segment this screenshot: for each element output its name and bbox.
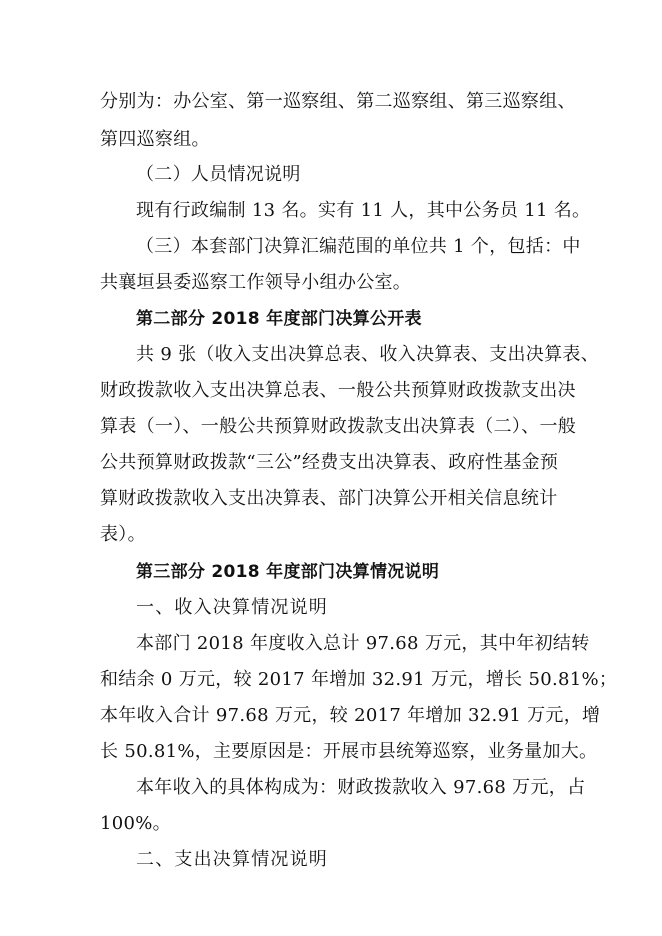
section-heading: （二）人员情况说明	[136, 164, 301, 185]
text-line: 共 9 张（收入支出决算总表、收入决算表、支出决算表、	[136, 344, 599, 365]
text-line: 共襄垣县委巡察工作领导小组办公室。	[100, 272, 412, 293]
text-line: 本部门 2018 年度收入总计 97.68 万元，其中年初结转	[136, 633, 590, 654]
text-line: 算财政拨款收入支出决算表、部门决算公开相关信息统计	[100, 488, 558, 509]
text-line: 分别为：办公室、第一巡察组、第二巡察组、第三巡察组、	[100, 91, 576, 112]
text-line: 表）。	[100, 524, 146, 545]
text-line: 现有行政编制 13 名。实有 11 人，其中公务员 11 名。	[136, 200, 591, 221]
text-line: 算表（一）、一般公共预算财政拨款支出决算表（二）、一般	[100, 416, 577, 437]
part-heading: 第二部分 2018 年度部门决算公开表	[136, 309, 422, 329]
text-line: 财政拨款收入支出决算总表、一般公共预算财政拨款支出决	[100, 380, 576, 401]
text-line: 本年收入的具体构成为：财政拨款收入 97.68 万元，占	[136, 777, 586, 798]
text-line: 本年收入合计 97.68 万元，较 2017 年增加 32.91 万元，增	[100, 705, 601, 726]
text-line: 公共预算财政拨款“三公”经费支出决算表、政府性基金预	[100, 452, 559, 473]
part-heading: 第三部分 2018 年度部门决算情况说明	[136, 562, 440, 582]
text-line: 和结余 0 万元，较 2017 年增加 32.91 万元，增长 50.81%；	[100, 669, 618, 690]
text-line: 100%。	[100, 813, 171, 834]
section-heading: 二、支出决算情况说明	[136, 849, 328, 870]
section-heading: 一、收入决算情况说明	[136, 597, 328, 618]
text-line: 长 50.81%，主要原因是：开展市县统筹巡察，业务量加大。	[100, 741, 598, 762]
text-line: 第四巡察组。	[100, 129, 210, 150]
section-heading: （三）本套部门决算汇编范围的单位共 1 个，包括：中	[136, 236, 581, 257]
